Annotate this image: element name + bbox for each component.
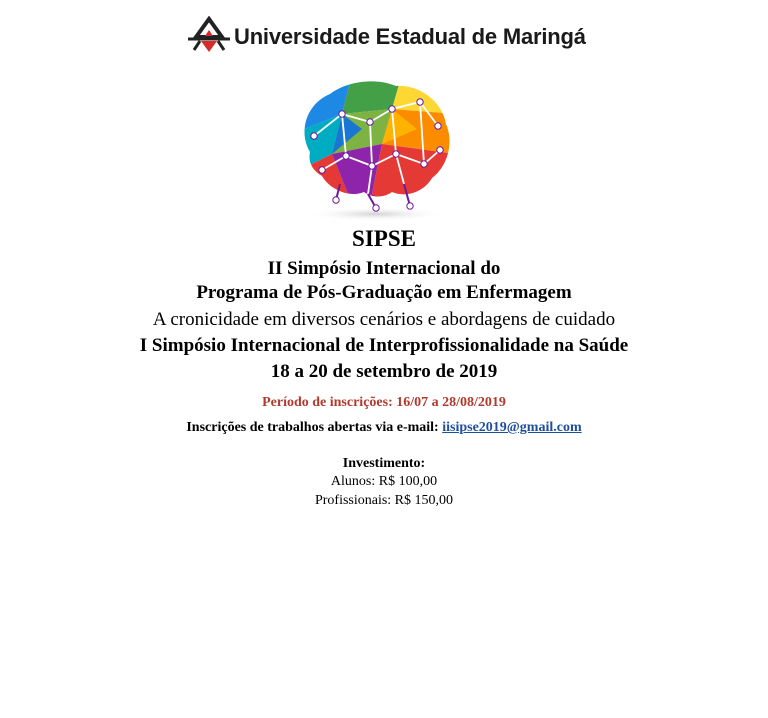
- event-subtitle: [0, 309, 768, 331]
- university-name: Universidade Estadual de Maringá: [234, 24, 586, 49]
- price-students: [0, 474, 768, 490]
- uem-emblem-icon: [186, 16, 232, 58]
- submissions-row: [0, 420, 768, 436]
- submissions-label: Inscrições de trabalhos abertas via e-mail:: [186, 420, 439, 435]
- event-line-2: [0, 282, 768, 304]
- email-link[interactable]: iisipse2019@gmail.com: [442, 420, 582, 435]
- price-professionals: [0, 493, 768, 509]
- event-line-4: [0, 335, 768, 357]
- event-dates: [0, 361, 768, 383]
- event-line-2-text: Programa de Pós-Graduação em Enfermagem: [196, 282, 572, 303]
- registration-period-text: Período de inscrições: 16/07 a 28/08/2019: [262, 395, 506, 410]
- price-students-text: Alunos: R$ 100,00: [330, 474, 438, 489]
- registration-period: [0, 395, 768, 411]
- event-line-1-text: II Simpósio Internacional do: [267, 258, 501, 279]
- investment-heading: [0, 456, 768, 472]
- event-dates-text: 18 a 20 de setembro de 2019: [270, 361, 498, 382]
- event-acronym-text: SIPSE: [352, 226, 416, 251]
- event-line-1: [0, 258, 768, 280]
- event-subtitle-text: A cronicidade em diversos cenários e abordagens de cuidado: [152, 309, 616, 330]
- investment-heading-text: Investimento:: [342, 456, 426, 471]
- price-professionals-text: Profissionais: R$ 150,00: [314, 493, 454, 508]
- event-acronym: [0, 226, 768, 252]
- header: [186, 16, 586, 58]
- event-line-4-text: I Simpósio Internacional de Interprofissionalidade na Saúde: [139, 335, 629, 356]
- colorful-brain-network-icon: [292, 74, 456, 222]
